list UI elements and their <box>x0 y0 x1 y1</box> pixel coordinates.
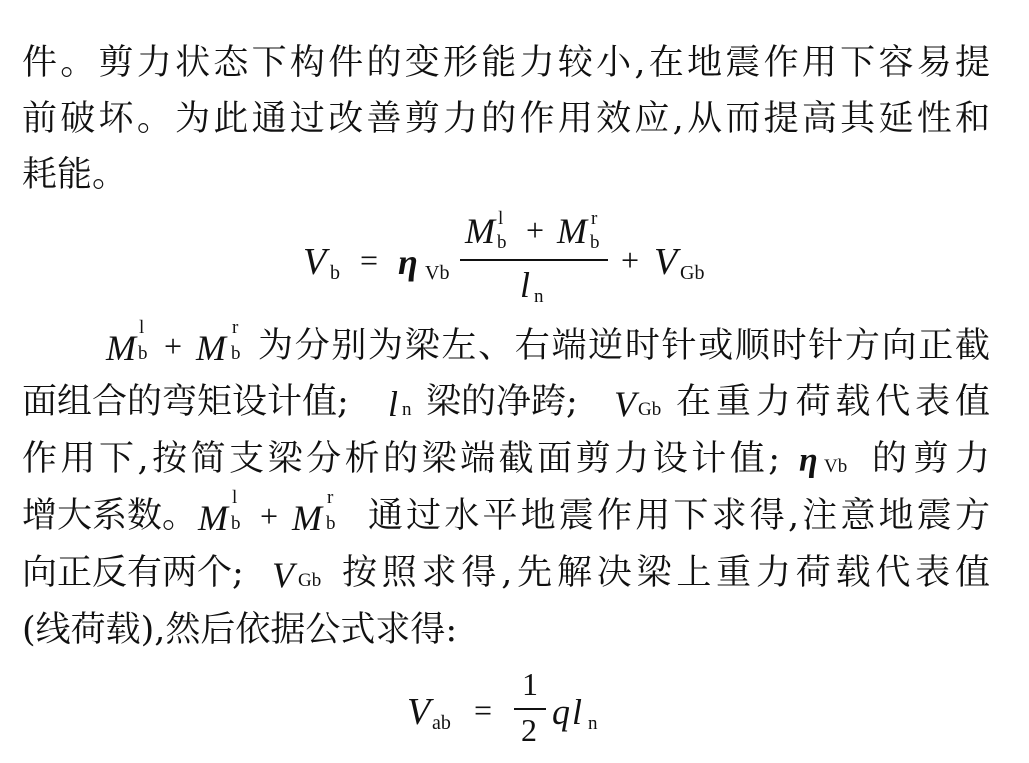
eq1-num-M1-sup: l <box>498 208 504 229</box>
eq1-V2: V <box>654 241 678 283</box>
eq2-equals: = <box>474 692 493 728</box>
eq1-den-l: l <box>520 265 531 305</box>
eq1-num-M2-sub: b <box>590 232 600 253</box>
p2-l4-text-a: 增大系数。 <box>22 496 198 536</box>
p2-plus: + <box>164 328 183 364</box>
eq2-l: l <box>572 692 583 732</box>
eq2-l-sub: n <box>588 713 598 734</box>
paragraph2-line-1 <box>22 317 990 372</box>
p2-l5-text-b: 按照求得,先解决梁上重力荷载代表值 <box>342 553 990 593</box>
p2-M2: M <box>196 328 226 368</box>
paragraph2-line-3 <box>22 433 990 485</box>
p2-l2-text-a: 面组合的弯矩设计值; <box>22 382 349 422</box>
eq1-num-M2-sup: r <box>591 208 598 229</box>
eq1-num-plus: + <box>526 212 545 248</box>
p2-l4-M1-sub: b <box>231 513 241 534</box>
eq1-lhs-symbol: V <box>303 241 327 283</box>
p2-M1-sup: l <box>139 317 145 338</box>
p2-M2-sup: r <box>232 317 239 338</box>
p2-l4-M1-sup: l <box>232 487 238 508</box>
eq2-lhs-sub: ab <box>432 712 451 734</box>
paragraph2-line-2 <box>22 376 990 428</box>
paragraph-line-2: 前破坏。为此通过改善剪力的作用效应,从而提高其延性和 <box>22 99 990 139</box>
p2-l2-V-sub: Gb <box>638 399 662 420</box>
paragraph-line-3: 耗能。 <box>22 155 128 195</box>
eq1-eta-sub: Vb <box>425 262 450 284</box>
p2-l4-M2-sub: b <box>326 513 336 534</box>
p2-l4-plus: + <box>260 498 279 534</box>
p2-l4-M1: M <box>198 498 228 538</box>
p2-l2-text-b: 梁的净跨; <box>426 382 578 422</box>
paragraph2-line-4 <box>22 487 990 542</box>
p2-M1-sub: b <box>138 343 148 364</box>
p2-l5-text-a: 向正反有两个; <box>22 553 244 593</box>
p2-l3-text-a: 作用下,按简支梁分析的梁端截面剪力设计值; <box>22 439 780 479</box>
eq1-fraction-bar <box>460 259 608 261</box>
p2-l3-text-b: 的剪力 <box>872 439 990 479</box>
eq1-V2-sub: Gb <box>680 262 705 284</box>
paragraph2-line-5 <box>22 547 990 599</box>
paragraph-line-1: 件。剪力状态下构件的变形能力较小,在地震作用下容易提 <box>22 43 990 83</box>
p2-l2-V: V <box>614 384 636 424</box>
p2-l4-M2: M <box>292 498 322 538</box>
eq1-equals: = <box>360 242 379 278</box>
eq1-eta: η <box>398 242 418 282</box>
p2-l3-eta: η <box>799 442 818 479</box>
eq2-denominator: 2 <box>521 712 537 748</box>
eq2-numerator: 1 <box>522 666 538 702</box>
p2-l3-eta-sub: Vb <box>824 456 848 477</box>
eq1-num-M1-sub: b <box>497 232 507 253</box>
eq1-plus2: + <box>621 242 640 278</box>
p2-l5-V: V <box>272 555 294 595</box>
p2-M2-sub: b <box>231 343 241 364</box>
eq2-lhs-symbol: V <box>407 691 431 733</box>
p2-M1: M <box>106 328 136 368</box>
p2-l2-l-sub: n <box>402 399 412 420</box>
p2-l2-l: l <box>388 384 399 424</box>
eq1-num-M1: M <box>465 211 495 251</box>
eq1-num-M2: M <box>557 211 587 251</box>
p2-l4-M2-sup: r <box>327 487 334 508</box>
p2-l2-text-c: 在重力荷载代表值 <box>676 382 990 422</box>
paragraph2-line-6: (线荷载),然后依据公式求得: <box>22 610 458 650</box>
eq2-fraction-bar <box>514 708 546 710</box>
p2-l4-text-b: 通过水平地震作用下求得,注意地震方 <box>368 496 990 536</box>
eq2-q: q <box>552 692 570 732</box>
p2-l1-text: 为分别为梁左、右端逆时针或顺时针方向正截 <box>258 326 990 366</box>
eq1-lhs-sub: b <box>330 262 340 284</box>
p2-l5-V-sub: Gb <box>298 570 322 591</box>
eq1-den-sub: n <box>534 286 544 307</box>
